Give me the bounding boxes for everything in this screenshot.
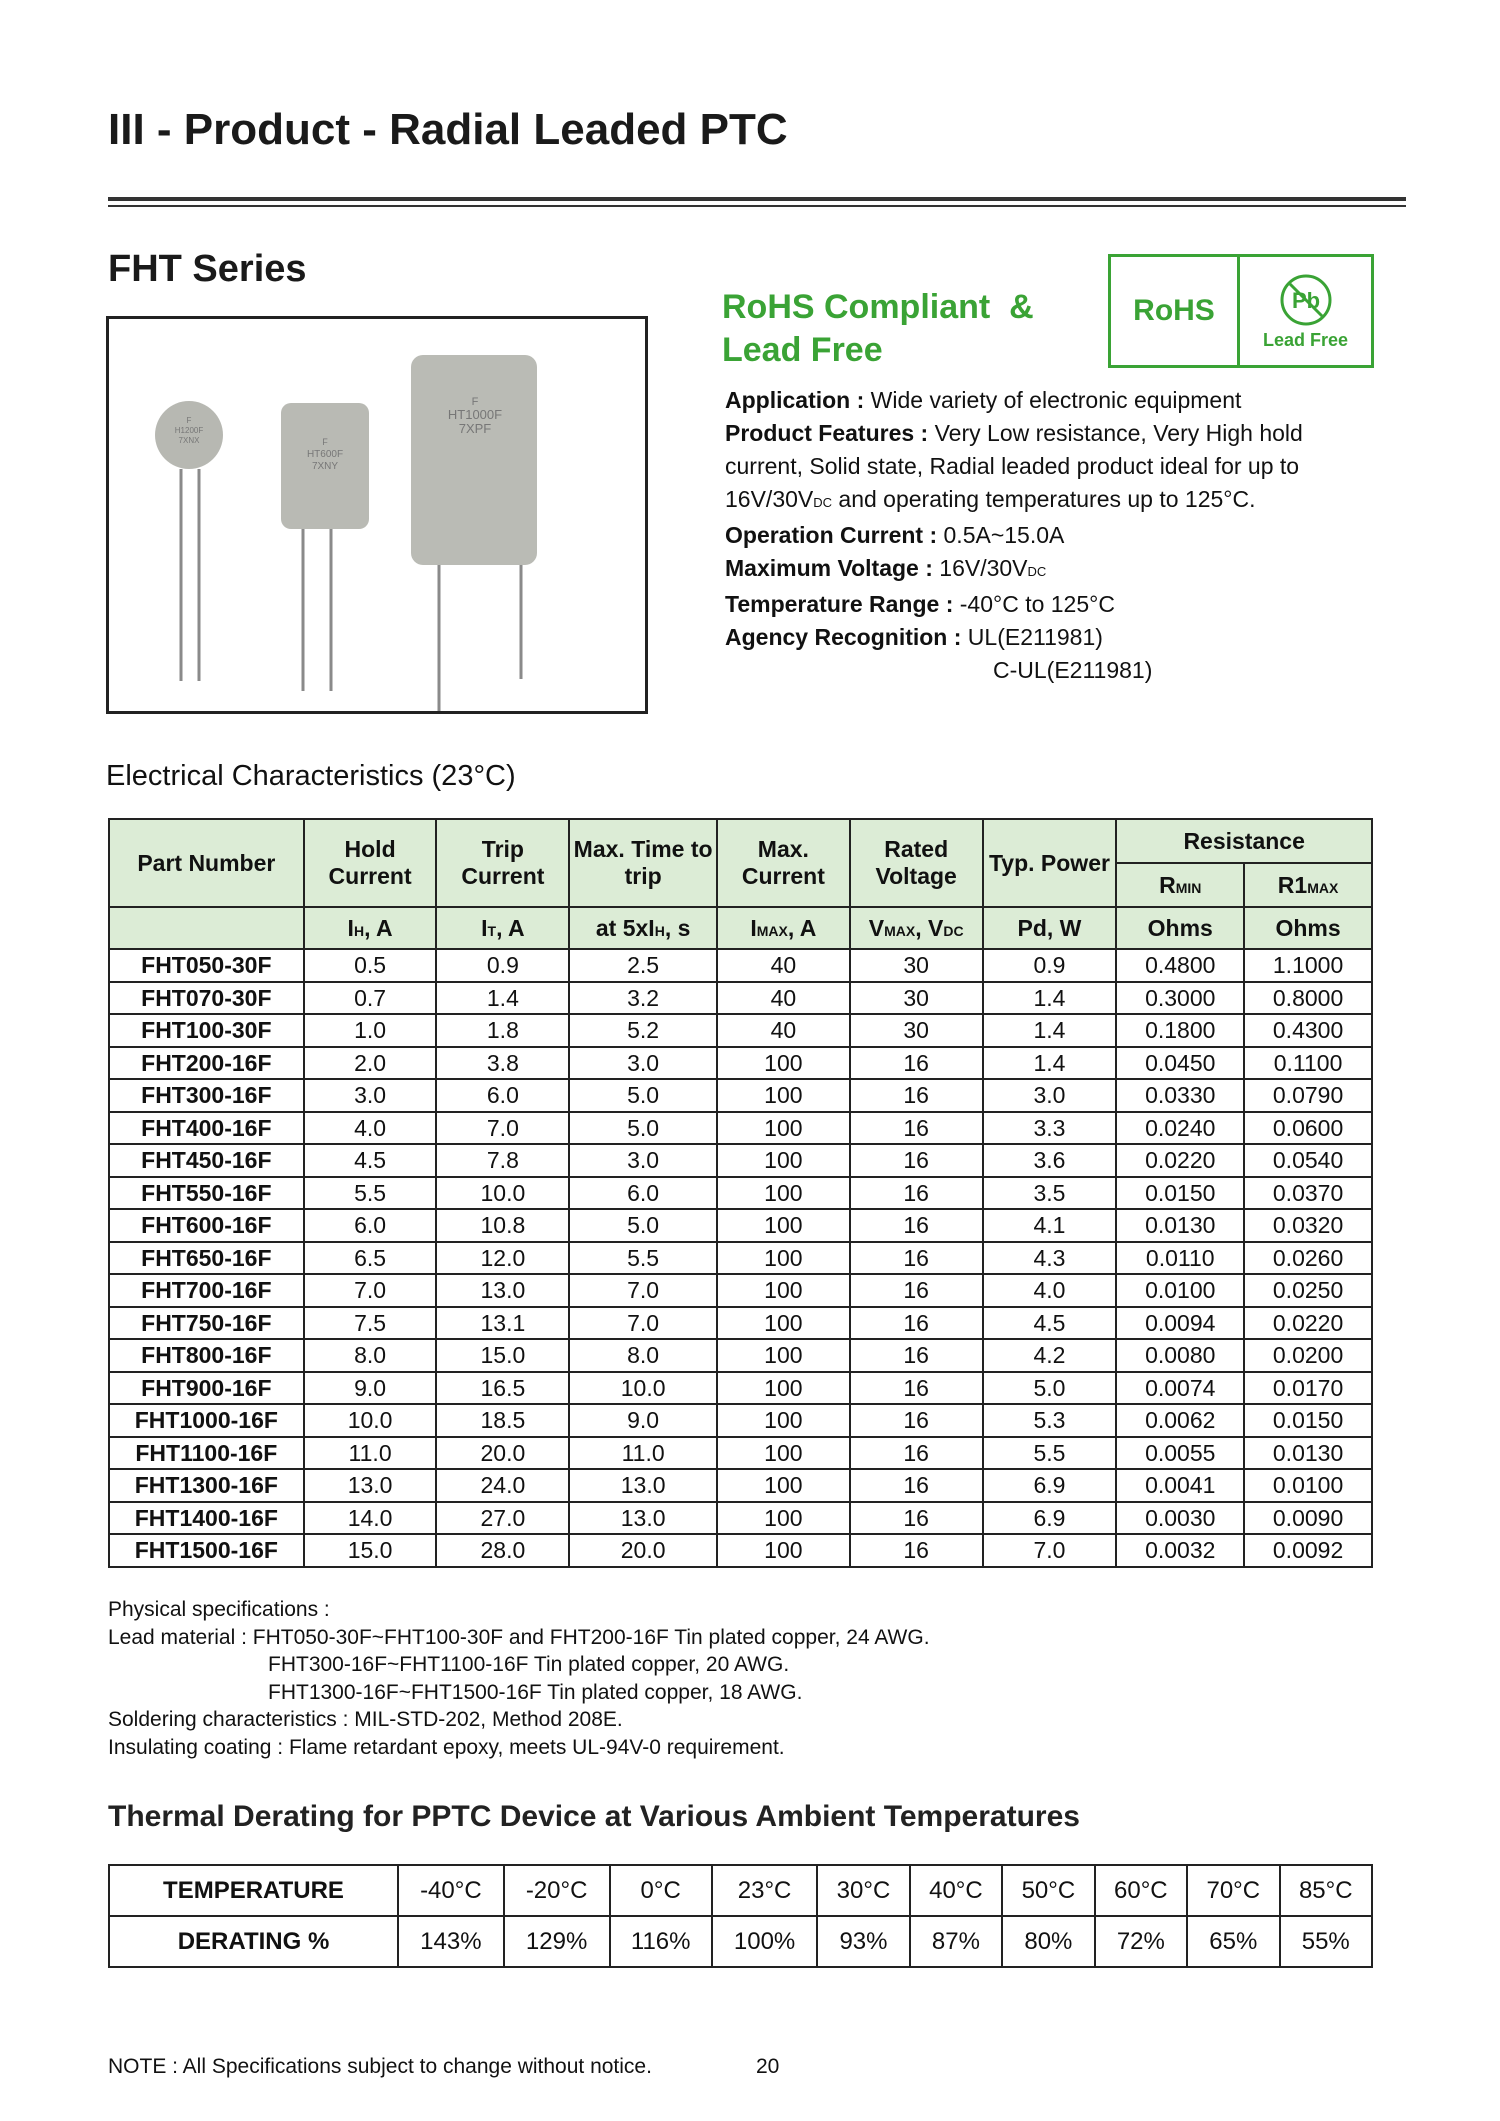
- table-cell: 0.0080: [1116, 1339, 1244, 1372]
- table-cell: 3.8: [436, 1047, 569, 1080]
- unit-ohms-min: Ohms: [1116, 907, 1244, 949]
- table-cell: 7.0: [983, 1534, 1117, 1567]
- table-row: [109, 1372, 1372, 1405]
- spec-label: Operation Current :: [725, 522, 938, 548]
- spec-value: 16V/30V: [939, 555, 1028, 581]
- phys-heading: Physical specifications :: [108, 1598, 330, 1621]
- header-r1max: R1MAX: [1244, 863, 1372, 907]
- temperature-cell: 30°C: [817, 1865, 909, 1916]
- spec-agency-2: [725, 654, 1385, 687]
- table-cell: 4.2: [983, 1339, 1117, 1372]
- table-cell: 0.0170: [1244, 1372, 1372, 1405]
- table-cell: 1.1000: [1244, 949, 1372, 982]
- table-cell: 1.4: [983, 1014, 1117, 1047]
- phys-lead-material-3: FHT1300-16F~FHT1500-16F Tin plated copper, 18 AWG.: [268, 1680, 803, 1704]
- table-cell: 10.0: [569, 1372, 717, 1405]
- table-cell: 40: [717, 982, 850, 1015]
- table-cell: 0.0130: [1244, 1437, 1372, 1470]
- page-number: 20: [756, 2055, 780, 2078]
- table-cell: 30: [850, 1014, 983, 1047]
- series-title: FHT Series: [108, 248, 307, 290]
- unit-time: at 5xIH, s: [569, 907, 717, 949]
- unit-imax: IMAX, A: [717, 907, 850, 949]
- footer-note: NOTE : All Specifications subject to change without notice.: [108, 2055, 652, 2078]
- header-hold-current: Hold Current: [304, 819, 437, 907]
- table-cell: 0.0220: [1116, 1144, 1244, 1177]
- header-trip-current: Trip Current: [436, 819, 569, 907]
- table-cell: 0.0150: [1244, 1404, 1372, 1437]
- part-number-cell: FHT050-30F: [109, 949, 304, 982]
- table-cell: 1.4: [436, 982, 569, 1015]
- table-cell: 6.0: [304, 1209, 437, 1242]
- table-cell: 0.0062: [1116, 1404, 1244, 1437]
- physical-specifications: [108, 1596, 930, 1761]
- table-row: [109, 1307, 1372, 1340]
- table-cell: 0.0094: [1116, 1307, 1244, 1340]
- table-row: [109, 1404, 1372, 1437]
- derating-cell: 55%: [1280, 1916, 1372, 1967]
- table-cell: 3.0: [304, 1079, 437, 1112]
- electrical-characteristics-table: [108, 818, 1373, 1568]
- lead-free-cell: [1240, 257, 1371, 365]
- table-cell: 16: [850, 1274, 983, 1307]
- large-device-marking-1: F: [471, 396, 479, 408]
- derating-cell: 100%: [712, 1916, 817, 1967]
- table-cell: 100: [717, 1469, 850, 1502]
- part-number-cell: FHT100-30F: [109, 1014, 304, 1047]
- table-cell: 16: [850, 1437, 983, 1470]
- medium-device-marking-3: 7XNY: [311, 461, 339, 472]
- table-cell: 0.4300: [1244, 1014, 1372, 1047]
- unit-blank: [109, 907, 304, 949]
- table-row: [109, 1534, 1372, 1567]
- table-cell: 40: [717, 1014, 850, 1047]
- table-cell: 9.0: [304, 1372, 437, 1405]
- table-cell: 15.0: [304, 1534, 437, 1567]
- part-number-cell: FHT300-16F: [109, 1079, 304, 1112]
- table-row: [109, 1079, 1372, 1112]
- table-cell: 0.5: [304, 949, 437, 982]
- table-cell: 3.0: [569, 1047, 717, 1080]
- table-cell: 5.0: [569, 1079, 717, 1112]
- table-cell: 16: [850, 1469, 983, 1502]
- table-cell: 100: [717, 1502, 850, 1535]
- table-cell: 30: [850, 982, 983, 1015]
- table-cell: 30: [850, 949, 983, 982]
- table-cell: 100: [717, 1209, 850, 1242]
- temperature-cell: -20°C: [504, 1865, 610, 1916]
- table-cell: 16: [850, 1112, 983, 1145]
- table-cell: 5.5: [569, 1242, 717, 1275]
- table-cell: 100: [717, 1274, 850, 1307]
- table-cell: 100: [717, 1534, 850, 1567]
- table-cell: 4.1: [983, 1209, 1117, 1242]
- table-cell: 0.3000: [1116, 982, 1244, 1015]
- unit-ohms-max: Ohms: [1244, 907, 1372, 949]
- table-cell: 1.0: [304, 1014, 437, 1047]
- derating-cell: 72%: [1095, 1916, 1187, 1967]
- table-cell: 0.0370: [1244, 1177, 1372, 1210]
- table-row: [109, 1274, 1372, 1307]
- table-row: [109, 949, 1372, 982]
- table-cell: 0.0100: [1244, 1469, 1372, 1502]
- small-device-marking-1: F: [186, 416, 192, 425]
- part-number-cell: FHT450-16F: [109, 1144, 304, 1177]
- rohs-headline-line1: RoHS Compliant &: [722, 288, 1034, 326]
- table-cell: 16: [850, 1534, 983, 1567]
- table-cell: 10.8: [436, 1209, 569, 1242]
- table-cell: 13.0: [569, 1502, 717, 1535]
- table-cell: 0.4800: [1116, 949, 1244, 982]
- table-cell: 16: [850, 1242, 983, 1275]
- table-cell: 0.9: [983, 949, 1117, 982]
- table-cell: 5.5: [304, 1177, 437, 1210]
- product-photo: [106, 316, 648, 714]
- lead-free-label: Lead Free: [1262, 329, 1349, 350]
- table-cell: 16: [850, 1307, 983, 1340]
- derating-label: DERATING %: [109, 1916, 398, 1967]
- table-cell: 100: [717, 1242, 850, 1275]
- rohs-lead-free-badge: [1108, 254, 1374, 368]
- table-cell: 2.5: [569, 949, 717, 982]
- product-specs: [725, 384, 1385, 687]
- table-cell: 100: [717, 1079, 850, 1112]
- title-rule-thin: [108, 205, 1406, 207]
- spec-value: C-UL(E211981): [993, 657, 1153, 683]
- temperature-row: [109, 1865, 1372, 1916]
- spec-value: 0.5A~15.0A: [943, 522, 1065, 548]
- unit-trip: IT, A: [436, 907, 569, 949]
- large-ptc-device: [411, 355, 537, 711]
- table-cell: 2.0: [304, 1047, 437, 1080]
- derating-cell: 65%: [1187, 1916, 1279, 1967]
- table-row: [109, 1112, 1372, 1145]
- table-cell: 100: [717, 1307, 850, 1340]
- table-cell: 13.0: [436, 1274, 569, 1307]
- table-row: [109, 1502, 1372, 1535]
- table-cell: 5.0: [983, 1372, 1117, 1405]
- table-row: [109, 1177, 1372, 1210]
- table-cell: 4.0: [983, 1274, 1117, 1307]
- table-cell: 100: [717, 1404, 850, 1437]
- table-cell: 11.0: [569, 1437, 717, 1470]
- temperature-cell: 60°C: [1095, 1865, 1187, 1916]
- table-cell: 0.0150: [1116, 1177, 1244, 1210]
- table-cell: 18.5: [436, 1404, 569, 1437]
- table-cell: 0.0320: [1244, 1209, 1372, 1242]
- spec-label: Agency Recognition :: [725, 624, 962, 650]
- part-number-cell: FHT900-16F: [109, 1372, 304, 1405]
- table-cell: 0.0100: [1116, 1274, 1244, 1307]
- derating-row: [109, 1916, 1372, 1967]
- temperature-cell: 50°C: [1002, 1865, 1094, 1916]
- spec-label: Product Features :: [725, 420, 929, 446]
- large-device-marking-3: 7XPF: [458, 421, 492, 436]
- temperature-cell: -40°C: [398, 1865, 504, 1916]
- spec-operation-current: [725, 519, 1385, 552]
- spec-label: Application :: [725, 387, 865, 413]
- rohs-headline: [722, 286, 1034, 372]
- part-number-cell: FHT1500-16F: [109, 1534, 304, 1567]
- spec-temperature-range: [725, 588, 1385, 621]
- table-cell: 0.1800: [1116, 1014, 1244, 1047]
- thermal-derating-title: Thermal Derating for PPTC Device at Various Ambient Temperatures: [108, 1800, 1080, 1833]
- table-cell: 0.0220: [1244, 1307, 1372, 1340]
- table-cell: 0.0130: [1116, 1209, 1244, 1242]
- table-cell: 16: [850, 1079, 983, 1112]
- table-cell: 13.0: [569, 1469, 717, 1502]
- table-cell: 16: [850, 1177, 983, 1210]
- table-cell: 7.0: [569, 1274, 717, 1307]
- table-cell: 1.8: [436, 1014, 569, 1047]
- small-device-marking-2: H1200F: [174, 426, 204, 435]
- electrical-characteristics-title: Electrical Characteristics (23°C): [106, 760, 516, 792]
- table-cell: 0.0540: [1244, 1144, 1372, 1177]
- header-max-time: Max. Time to trip: [569, 819, 717, 907]
- derating-cell: 143%: [398, 1916, 504, 1967]
- temperature-cell: 23°C: [712, 1865, 817, 1916]
- table-cell: 0.0260: [1244, 1242, 1372, 1275]
- spec-value-sub: DC: [813, 495, 833, 510]
- table-cell: 16: [850, 1372, 983, 1405]
- part-number-cell: FHT750-16F: [109, 1307, 304, 1340]
- part-number-cell: FHT650-16F: [109, 1242, 304, 1275]
- header-part-number: Part Number: [109, 819, 304, 907]
- spec-value: UL(E211981): [967, 624, 1103, 650]
- table-cell: 0.0200: [1244, 1339, 1372, 1372]
- table-cell: 3.0: [569, 1144, 717, 1177]
- table-cell: 16: [850, 1502, 983, 1535]
- table-cell: 7.8: [436, 1144, 569, 1177]
- derating-cell: 129%: [504, 1916, 610, 1967]
- spec-max-voltage: [725, 552, 1385, 588]
- spec-application: [725, 384, 1385, 417]
- table-cell: 4.5: [304, 1144, 437, 1177]
- part-number-cell: FHT800-16F: [109, 1339, 304, 1372]
- medium-device-marking-2: HT600F: [306, 449, 344, 460]
- part-number-cell: FHT1000-16F: [109, 1404, 304, 1437]
- table-cell: 15.0: [436, 1339, 569, 1372]
- small-ptc-device: [155, 401, 223, 681]
- spec-agency: [725, 621, 1385, 654]
- electrical-table-body: [109, 949, 1372, 1567]
- table-cell: 8.0: [569, 1339, 717, 1372]
- table-cell: 100: [717, 1112, 850, 1145]
- table-row: [109, 1209, 1372, 1242]
- rohs-label: RoHS: [1111, 257, 1240, 365]
- table-cell: 0.0032: [1116, 1534, 1244, 1567]
- table-cell: 6.0: [436, 1079, 569, 1112]
- unit-power: Pd, W: [983, 907, 1117, 949]
- table-cell: 0.0090: [1244, 1502, 1372, 1535]
- table-cell: 5.2: [569, 1014, 717, 1047]
- rohs-headline-line2: Lead Free: [722, 331, 883, 369]
- table-cell: 0.0250: [1244, 1274, 1372, 1307]
- table-cell: 10.0: [304, 1404, 437, 1437]
- table-cell: 28.0: [436, 1534, 569, 1567]
- table-row: [109, 1047, 1372, 1080]
- table-cell: 100: [717, 1339, 850, 1372]
- table-row: [109, 982, 1372, 1015]
- table-cell: 5.0: [569, 1209, 717, 1242]
- table-cell: 7.5: [304, 1307, 437, 1340]
- header-resistance: Resistance: [1116, 819, 1372, 863]
- table-cell: 0.9: [436, 949, 569, 982]
- no-lead-icon: [1278, 272, 1334, 328]
- part-number-cell: FHT200-16F: [109, 1047, 304, 1080]
- unit-hold: IH, A: [304, 907, 437, 949]
- table-cell: 0.0055: [1116, 1437, 1244, 1470]
- table-cell: 100: [717, 1144, 850, 1177]
- phys-insulating-coating: Insulating coating : Flame retardant epoxy, meets UL-94V-0 requirement.: [108, 1735, 785, 1759]
- table-cell: 12.0: [436, 1242, 569, 1275]
- table-cell: 6.9: [983, 1469, 1117, 1502]
- table-cell: 27.0: [436, 1502, 569, 1535]
- table-cell: 4.3: [983, 1242, 1117, 1275]
- table-cell: 13.1: [436, 1307, 569, 1340]
- spec-label: Temperature Range :: [725, 591, 954, 617]
- table-cell: 16.5: [436, 1372, 569, 1405]
- spec-value-sub: DC: [1027, 564, 1047, 579]
- table-cell: 0.8000: [1244, 982, 1372, 1015]
- table-cell: 7.0: [569, 1307, 717, 1340]
- table-cell: 100: [717, 1177, 850, 1210]
- header-max-current: Max. Current: [717, 819, 850, 907]
- spec-label: Maximum Voltage :: [725, 555, 933, 581]
- part-number-cell: FHT600-16F: [109, 1209, 304, 1242]
- table-cell: 0.0110: [1116, 1242, 1244, 1275]
- ptc-devices-illustration: [109, 319, 645, 711]
- phys-lead-material-2: FHT300-16F~FHT1100-16F Tin plated copper, 20 AWG.: [268, 1653, 790, 1676]
- table-cell: 16: [850, 1047, 983, 1080]
- thermal-derating-table: [108, 1864, 1373, 1968]
- table-cell: 6.5: [304, 1242, 437, 1275]
- pb-symbol: Pb: [1291, 287, 1320, 313]
- part-number-cell: FHT700-16F: [109, 1274, 304, 1307]
- part-number-cell: FHT400-16F: [109, 1112, 304, 1145]
- part-number-cell: FHT1400-16F: [109, 1502, 304, 1535]
- table-cell: 8.0: [304, 1339, 437, 1372]
- table-cell: 100: [717, 1372, 850, 1405]
- spec-features: [725, 417, 1385, 519]
- table-cell: 1.4: [983, 982, 1117, 1015]
- header-typ-power: Typ. Power: [983, 819, 1117, 907]
- table-cell: 4.5: [983, 1307, 1117, 1340]
- table-cell: 13.0: [304, 1469, 437, 1502]
- medium-ptc-device: [281, 403, 369, 691]
- table-row: [109, 1437, 1372, 1470]
- table-cell: 5.0: [569, 1112, 717, 1145]
- derating-cell: 87%: [910, 1916, 1002, 1967]
- table-cell: 0.0600: [1244, 1112, 1372, 1145]
- table-row: [109, 1242, 1372, 1275]
- table-row: [109, 1144, 1372, 1177]
- spec-value: -40°C to 125°C: [959, 591, 1115, 617]
- header-rated-voltage: Rated Voltage: [850, 819, 983, 907]
- table-row: [109, 1339, 1372, 1372]
- table-cell: 100: [717, 1047, 850, 1080]
- unit-vmax: VMAX, VDC: [850, 907, 983, 949]
- derating-cell: 93%: [817, 1916, 909, 1967]
- temperature-cell: 85°C: [1280, 1865, 1372, 1916]
- table-row: [109, 1014, 1372, 1047]
- table-cell: 11.0: [304, 1437, 437, 1470]
- table-cell: 4.0: [304, 1112, 437, 1145]
- table-cell: 7.0: [304, 1274, 437, 1307]
- table-cell: 0.1100: [1244, 1047, 1372, 1080]
- table-cell: 0.0330: [1116, 1079, 1244, 1112]
- table-cell: 6.9: [983, 1502, 1117, 1535]
- table-cell: 0.0450: [1116, 1047, 1244, 1080]
- small-device-marking-3: 7XNX: [178, 436, 200, 445]
- title-rule-thick: [108, 197, 1406, 201]
- derating-cell: 116%: [610, 1916, 712, 1967]
- table-cell: 16: [850, 1339, 983, 1372]
- table-cell: 16: [850, 1144, 983, 1177]
- table-cell: 3.6: [983, 1144, 1117, 1177]
- table-cell: 0.7: [304, 982, 437, 1015]
- medium-device-marking-1: F: [322, 437, 328, 447]
- table-cell: 20.0: [436, 1437, 569, 1470]
- table-row: [109, 1469, 1372, 1502]
- temperature-cell: 0°C: [610, 1865, 712, 1916]
- table-cell: 3.2: [569, 982, 717, 1015]
- phys-soldering: Soldering characteristics : MIL-STD-202, Method 208E.: [108, 1708, 623, 1731]
- table-cell: 16: [850, 1404, 983, 1437]
- header-rmin: RMIN: [1116, 863, 1244, 907]
- table-cell: 0.0030: [1116, 1502, 1244, 1535]
- table-cell: 16: [850, 1209, 983, 1242]
- table-cell: 0.0041: [1116, 1469, 1244, 1502]
- table-cell: 24.0: [436, 1469, 569, 1502]
- large-device-marking-2: HT1000F: [447, 407, 503, 422]
- derating-cell: 80%: [1002, 1916, 1094, 1967]
- spec-value: Wide variety of electronic equipment: [870, 387, 1242, 413]
- table-cell: 9.0: [569, 1404, 717, 1437]
- part-number-cell: FHT550-16F: [109, 1177, 304, 1210]
- table-cell: 5.3: [983, 1404, 1117, 1437]
- table-cell: 14.0: [304, 1502, 437, 1535]
- part-number-cell: FHT070-30F: [109, 982, 304, 1015]
- part-number-cell: FHT1300-16F: [109, 1469, 304, 1502]
- temperature-label: TEMPERATURE: [109, 1865, 398, 1916]
- temperature-cell: 70°C: [1187, 1865, 1279, 1916]
- table-cell: 20.0: [569, 1534, 717, 1567]
- phys-lead-material: Lead material : FHT050-30F~FHT100-30F and FHT200-16F Tin plated copper, 24 AWG.: [108, 1625, 930, 1649]
- table-cell: 0.0790: [1244, 1079, 1372, 1112]
- table-cell: 40: [717, 949, 850, 982]
- table-cell: 0.0092: [1244, 1534, 1372, 1567]
- table-cell: 1.4: [983, 1047, 1117, 1080]
- table-cell: 5.5: [983, 1437, 1117, 1470]
- table-cell: 0.0074: [1116, 1372, 1244, 1405]
- table-cell: 100: [717, 1437, 850, 1470]
- table-cell: 0.0240: [1116, 1112, 1244, 1145]
- page-title: III - Product - Radial Leaded PTC: [108, 105, 788, 154]
- part-number-cell: FHT1100-16F: [109, 1437, 304, 1470]
- table-cell: 7.0: [436, 1112, 569, 1145]
- table-cell: 6.0: [569, 1177, 717, 1210]
- temperature-cell: 40°C: [910, 1865, 1002, 1916]
- spec-value: Very Low resistance, Very High hold current, Solid state, Radial leaded product ideal for up to 16V/30V: [725, 420, 1303, 512]
- spec-value-tail: and operating temperatures up to 125°C.: [832, 486, 1256, 512]
- table-cell: 3.5: [983, 1177, 1117, 1210]
- table-cell: 3.3: [983, 1112, 1117, 1145]
- table-cell: 10.0: [436, 1177, 569, 1210]
- table-cell: 3.0: [983, 1079, 1117, 1112]
